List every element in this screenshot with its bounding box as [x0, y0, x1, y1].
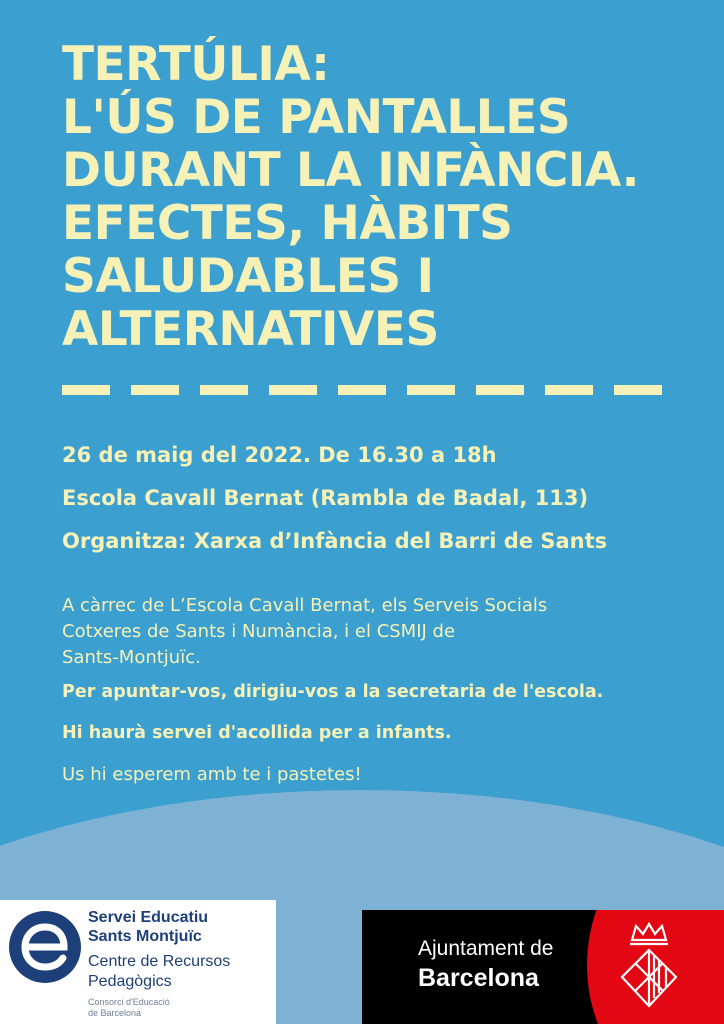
title-line: SALUDABLES I [62, 249, 434, 304]
sem-small-line: Consorci d'Educació [88, 997, 170, 1007]
sem-title-line: Servei Educatiu [88, 909, 209, 926]
divider-dash [407, 385, 455, 395]
sem-title-line: Sants Montjuïc [88, 928, 202, 945]
childcare-note: Hi haurà servei d'acollida per a infants. [62, 723, 452, 743]
title-line: ALTERNATIVES [62, 302, 439, 357]
event-location: Escola Cavall Bernat (Rambla de Badal, 113) [62, 486, 589, 510]
intro-line: Cotxeres de Sants i Numància, i el CSMIJ de [62, 621, 456, 642]
divider-dash [545, 385, 593, 395]
ajuntament-logo [362, 910, 724, 1024]
intro-paragraph [62, 593, 547, 671]
sem-small-line: de Barcelona [88, 1008, 142, 1018]
letter-e-icon [6, 908, 84, 986]
dashed-divider [62, 385, 662, 395]
divider-dash [269, 385, 317, 395]
divider-dash [476, 385, 524, 395]
intro-line: A càrrec de L’Escola Cavall Bernat, els Serveis Socials [62, 595, 548, 616]
intro-line: Sants-Montjuïc. [62, 647, 201, 668]
title-line: EFECTES, HÀBITS [62, 196, 513, 251]
divider-dash [614, 385, 662, 395]
title-line: L'ÚS DE PANTALLES [62, 90, 571, 145]
ajuntament-line2: Barcelona [418, 964, 539, 992]
divider-dash [338, 385, 386, 395]
ajuntament-line1: Ajuntament de [418, 937, 554, 960]
closing-note: Us hi esperem amb te i pastetes! [62, 764, 362, 785]
registration-note: Per apuntar-vos, dirigiu-vos a la secretaria de l'escola. [62, 682, 604, 702]
sem-title [88, 908, 208, 946]
title-line: DURANT LA INFÀNCIA. [62, 143, 640, 198]
event-date: 26 de maig del 2022. De 16.30 a 18h [62, 443, 497, 467]
sem-subtitle-line: Pedagògics [88, 973, 172, 990]
ajuntament-wordmark [418, 936, 553, 994]
divider-dash [62, 385, 110, 395]
divider-dash [200, 385, 248, 395]
event-organizer: Organitza: Xarxa d’Infància del Barri de Sants [62, 529, 608, 553]
sem-logo [0, 900, 276, 1024]
sem-subtitle [88, 952, 230, 992]
poster-title [62, 38, 639, 356]
sem-subtitle-line: Centre de Recursos [88, 953, 231, 970]
divider-dash [131, 385, 179, 395]
sem-consorci [88, 997, 170, 1019]
barcelona-shield-icon [614, 920, 684, 1016]
title-line: TERTÚLIA: [62, 37, 330, 92]
